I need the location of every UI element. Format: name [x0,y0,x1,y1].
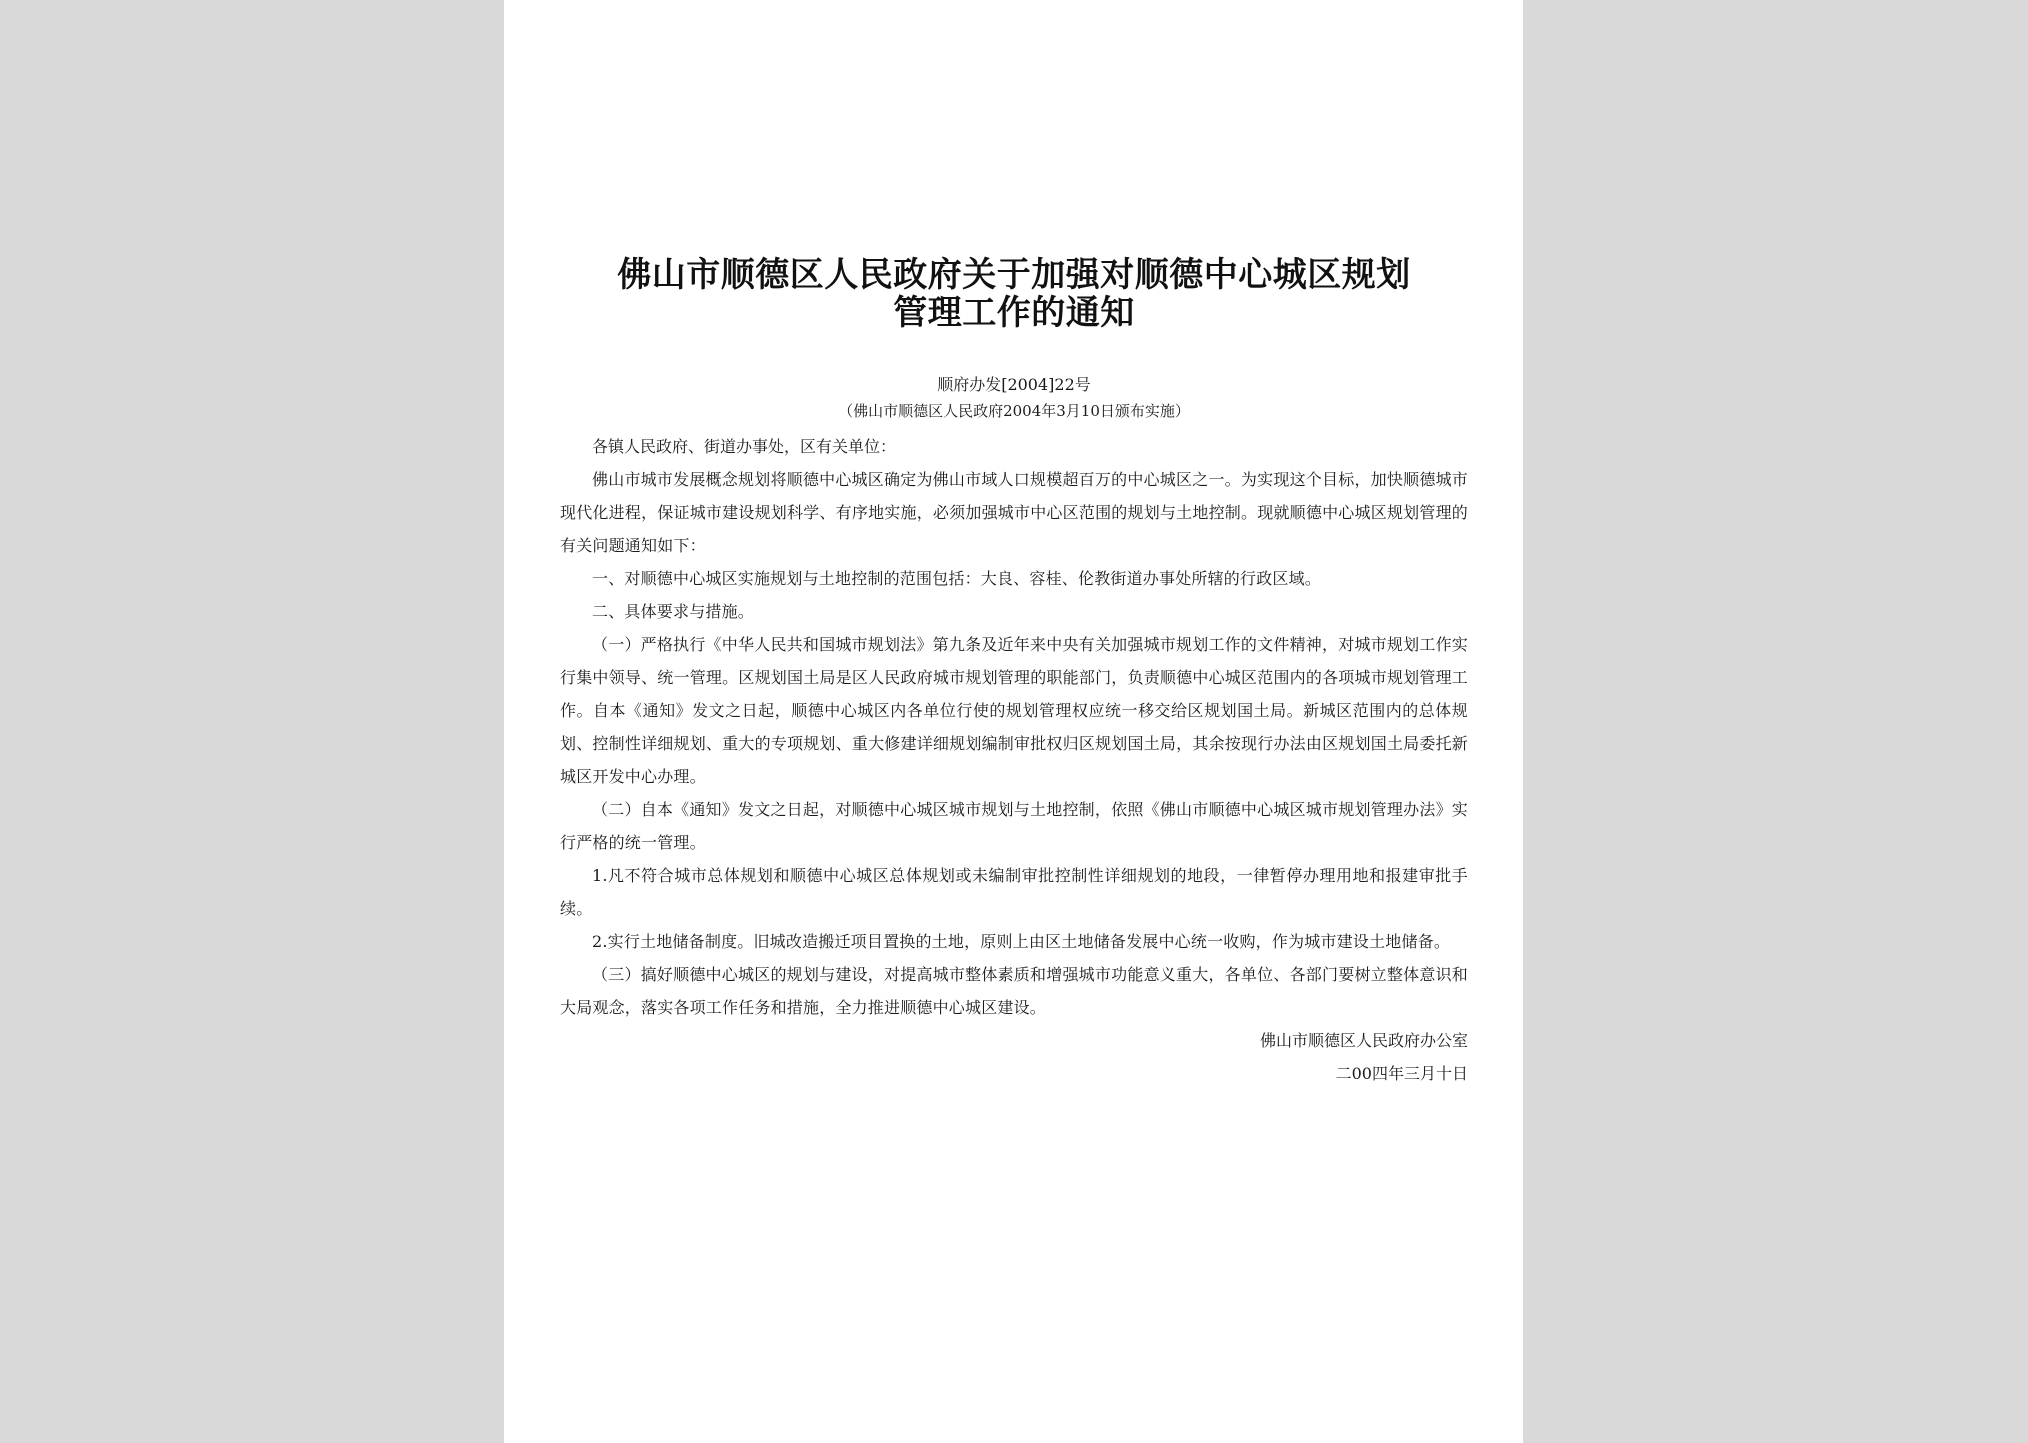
signature-date: 二00四年三月十日 [1335,1064,1468,1083]
paragraph: 佛山市城市发展概念规划将顺德中心城区确定为佛山市域人口规模超百万的中心城区之一。为实现这个目标，加快顺德城市现代化进程，保证城市建设规划科学、有序地实施，必须加强城市中心区范围的规划与土地控制。现就顺德中心城区规划管理的有关问题通知如下： [560,470,1468,555]
paragraph: 一、对顺德中心城区实施规划与土地控制的范围包括：大良、容桂、伦教街道办事处所辖的行政区域。 [592,569,1322,588]
title-line-1: 佛山市顺德区人民政府关于加强对顺德中心城区规划 [617,255,1411,295]
issued-note: （佛山市顺德区人民政府2004年3月10日颁布实施） [838,402,1190,420]
document-title [560,256,1468,332]
signature-organization: 佛山市顺德区人民政府办公室 [1259,1031,1468,1050]
paragraph: 2.实行土地储备制度。旧城改造搬迁项目置换的土地，原则上由区土地储备发展中心统一收购，作为城市建设土地储备。 [592,932,1451,951]
document-content [560,256,1468,1090]
paragraph: 1.凡不符合城市总体规划和顺德中心城区总体规划或未编制审批控制性详细规划的地段，一律暂停办理用地和报建审批手续。 [560,866,1468,918]
document-page [504,0,1523,1443]
paragraph: （三）搞好顺德中心城区的规划与建设，对提高城市整体素质和增强城市功能意义重大，各单位、各部门要树立整体意识和大局观念，落实各项工作任务和措施，全力推进顺德中心城区建设。 [560,965,1468,1017]
title-line-2: 管理工作的通知 [893,293,1135,333]
paragraph: （二）自本《通知》发文之日起，对顺德中心城区城市规划与土地控制，依照《佛山市顺德中心城区城市规划管理办法》实行严格的统一管理。 [560,800,1468,852]
paragraph: （一）严格执行《中华人民共和国城市规划法》第九条及近年来中央有关加强城市规划工作的文件精神，对城市规划工作实行集中领导、统一管理。区规划国土局是区人民政府城市规划管理的职能部门，负责顺德中心城区范围内的各项城市规划管理工作。自本《通知》发文之日起，顺德中心城区内各单位行使的规划管理权应统一移交给区规划国土局。新城区范围内的总体规划、控制性详细规划、重大的专项规划、重大修建详细规划编制审批权归区规划国土局，其余按现行办法由区规划国土局委托新城区开发中心办理。 [560,635,1468,786]
salutation: 各镇人民政府、街道办事处，区有关单位： [592,437,897,456]
paragraph: 二、具体要求与措施。 [592,602,755,621]
document-number: 顺府办发[2004]22号 [937,375,1091,394]
